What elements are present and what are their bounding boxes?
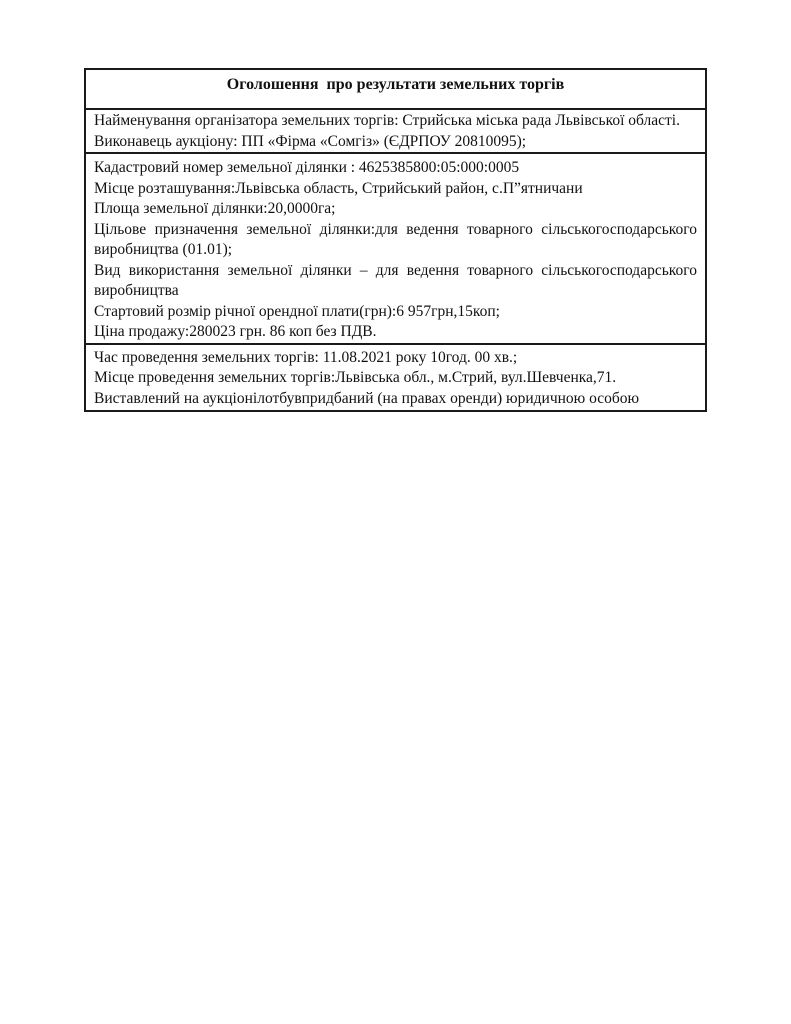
auction-place-line: Місце проведення земельних торгів:Львівська обл., м.Стрий, вул.Шевченка,71. [94, 369, 617, 386]
executor-line: Виконавець аукціону: ПП «Фірма «Сомгіз» (ЄДРПОУ 20810095); [94, 132, 527, 150]
cadastral-number-line: Кадастровий номер земельної ділянки : 4625385800:05:000:0005 [94, 159, 520, 176]
announcement-table [84, 68, 707, 412]
organizer-row [86, 108, 705, 152]
announcement-title: Оголошення про результати земельних торгів [226, 76, 565, 93]
auction-result-line: Виставлений на аукціонілотбувпридбаний (на правах оренди) юридичною особою [94, 389, 640, 407]
location-line: Місце розташування:Львівська область, Стрийський район, с.П”ятничани [94, 179, 583, 197]
auction-time-line: Час проведення земельних торгів: 11.08.2021 року 10год. 00 хв.; [94, 348, 518, 366]
parcel-details-row [86, 152, 705, 343]
starting-rent-line: Стартовий розмір річної орендної плати(грн):6 957грн,15коп; [94, 302, 500, 320]
area-line: Площа земельної ділянки:20,0000га; [94, 200, 336, 217]
auction-info-row [86, 343, 705, 410]
use-type-line: Вид використання земельної ділянки – для ведення товарного сільськогосподарського виробництва [94, 261, 697, 299]
organizer-line: Найменування організатора земельних торгів: Стрийська міська рада Львівської області. [94, 112, 680, 129]
sale-price-line: Ціна продажу:280023 грн. 86 коп без ПДВ. [94, 323, 377, 340]
purpose-line: Цільове призначення земельної ділянки:для ведення товарного сільськогосподарського виробництва (01.01); [94, 220, 697, 258]
